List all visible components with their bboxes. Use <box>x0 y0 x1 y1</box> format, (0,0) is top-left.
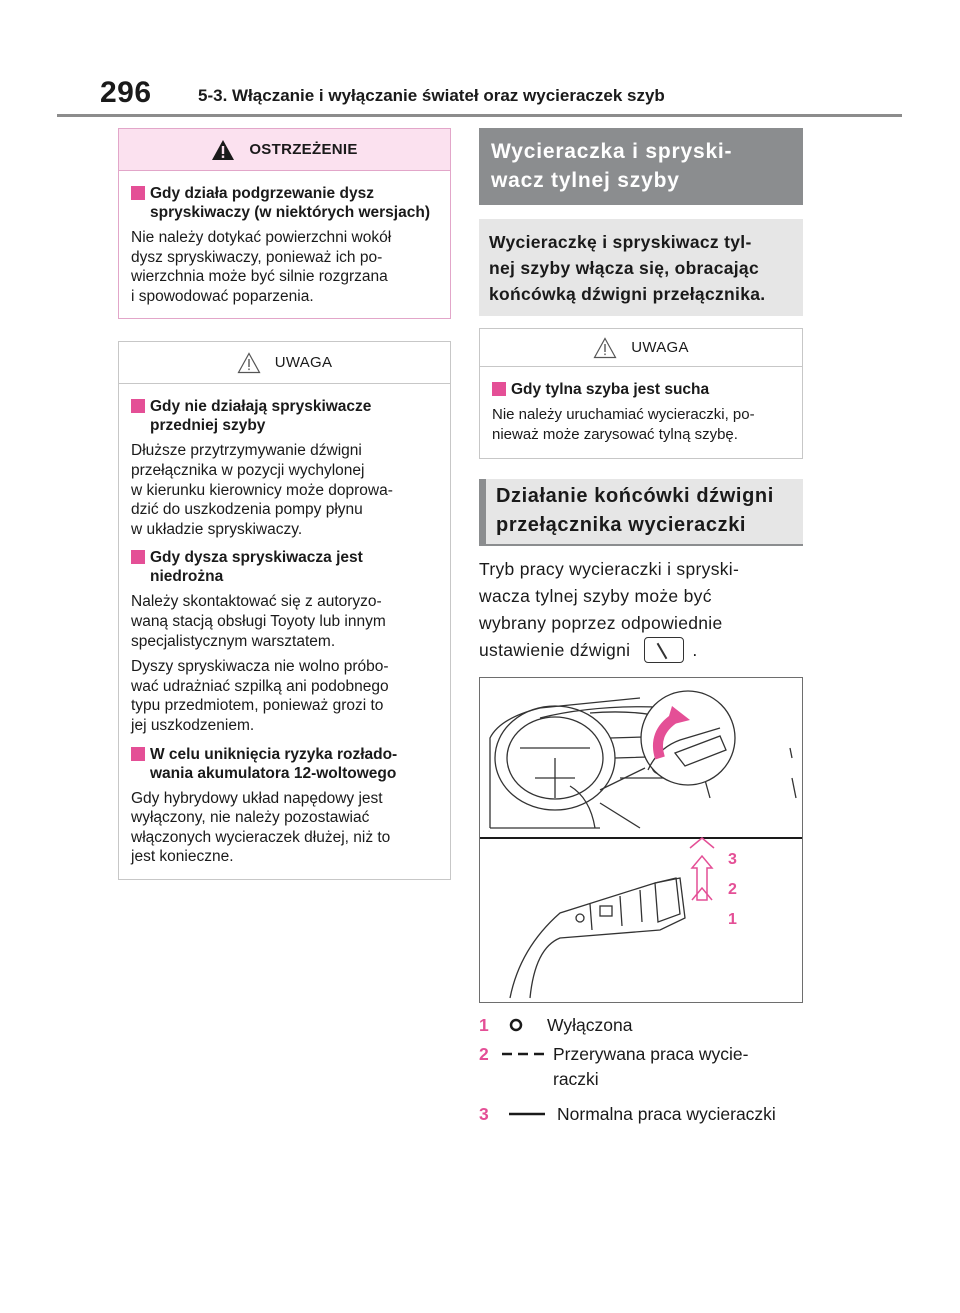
paragraph-line: ustawienie dźwigni <box>479 640 631 661</box>
rear-notice-box-title: UWAGA <box>631 339 689 356</box>
legend-item <box>479 1042 803 1092</box>
body-paragraph <box>479 556 803 664</box>
paragraph-line: wacza tylnej szyby może być <box>479 586 712 607</box>
figure-label-3: 3 <box>728 850 737 868</box>
warning-box-body <box>119 171 450 318</box>
legend-item <box>479 1013 803 1038</box>
paragraph-last-line <box>479 637 803 664</box>
legend-number: 2 <box>479 1043 489 1064</box>
square-bullet-icon <box>492 382 506 396</box>
rear-notice-box-header <box>480 329 802 367</box>
notice-box-header <box>119 342 450 384</box>
legend-number: 3 <box>479 1103 489 1124</box>
notice-item-text: Dyszy spryskiwacza nie wolno próbo- wać udrażniać szpilką ani podobnego typu przedmiotem, ponieważ grozi to jej uszkodzeniem. <box>131 658 389 734</box>
wiper-lever-illustration <box>479 677 803 1003</box>
caution-triangle-icon <box>237 352 261 374</box>
rear-notice-item-text: Nie należy uruchamiać wycieraczki, po- nieważ może zarysować tylną szybę. <box>492 406 755 443</box>
lever-closeup <box>510 878 685 998</box>
rear-notice-box <box>479 328 803 459</box>
warning-item-text: Nie należy dotykać powierzchni wokół dysz spryskiwaczy, ponieważ ich po- wierzchnia może być silnie rozgrzana i spowodować poparzenia. <box>131 229 392 305</box>
notice-box <box>118 341 451 880</box>
solid-line-icon <box>501 1102 551 1127</box>
square-bullet-icon <box>131 747 145 761</box>
legend-item <box>479 1102 803 1127</box>
legend-text: Normalna praca wycieraczki <box>557 1103 776 1124</box>
warning-box-title: OSTRZEŻENIE <box>249 141 358 158</box>
legend-text: Przerywana praca wycie- raczki <box>553 1043 749 1089</box>
notice-item-heading: Gdy nie działają spryskiwacze przedniej szyby <box>131 397 440 435</box>
off-circle-icon <box>501 1013 535 1038</box>
notice-item-text: Dłuższe przytrzymywanie dźwigni przełącznika w pozycji wychylonej w kierunku kierownicy może doprowa- dzić do uszkodzenia pompy płynu w układzie spryskiwaczy. <box>131 442 393 538</box>
illustration-drawing <box>480 678 802 1002</box>
square-bullet-icon <box>131 399 145 413</box>
legend-text: Wyłączona <box>547 1014 633 1035</box>
section-banner: Wycieraczka i spryski- wacz tylnej szyby <box>479 128 803 205</box>
notice-box-body <box>119 384 450 879</box>
square-bullet-icon <box>131 186 145 200</box>
subsection-banner: Działanie końcówki dźwigni przełącznika wycieraczki <box>479 479 803 546</box>
section-intro: Wycieraczkę i spryskiwacz tyl- nej szyby włącza się, obracając końcówką dźwigni przełącznika. <box>479 219 803 316</box>
warning-box <box>118 128 451 319</box>
warning-triangle-icon <box>211 139 235 161</box>
figure-label-1: 1 <box>728 910 737 928</box>
paragraph-line: Tryb pracy wycieraczki i spryski- <box>479 559 740 580</box>
figure-label-2: 2 <box>728 880 737 898</box>
paragraph-line: wybrany poprzez odpowiednie <box>479 613 723 634</box>
page-header <box>0 0 960 118</box>
rear-notice-box-body <box>480 367 802 458</box>
notice-item-text: Gdy hybrydowy układ napędowy jest wyłączony, nie należy pozostawiać włączonych wycieraczek dłużej, niż to jest konieczne. <box>131 789 391 866</box>
zoom-circle <box>600 691 735 790</box>
notice-box-title: UWAGA <box>274 354 333 372</box>
rear-notice-item-heading: Gdy tylna szyba jest sucha <box>492 380 792 399</box>
right-column <box>479 128 803 1127</box>
warning-item-heading: Gdy działa podgrzewanie dysz spryskiwaczy (w niektórych wersjach) <box>131 184 440 222</box>
left-column <box>118 128 451 880</box>
dashboard-scene <box>490 698 796 828</box>
legend-list <box>479 1013 803 1127</box>
header-rule <box>57 114 902 117</box>
notice-item-text: Należy skontaktować się z autoryzo- waną stacją obsługi Toyoty lub innym specjalistycznym warsztatem. <box>131 593 386 650</box>
notice-item-heading: Gdy dysza spryskiwacza jest niedrożna <box>131 548 440 586</box>
page-number: 296 <box>100 76 152 109</box>
paragraph-end: . <box>692 640 698 661</box>
section-title: 5-3. Włączanie i wyłączanie świateł oraz wycieraczek szyb <box>198 86 665 105</box>
notice-item-heading: W celu uniknięcia ryzyka rozłado-wania akumulatora 12-woltowego <box>131 745 440 783</box>
legend-number: 1 <box>479 1014 489 1035</box>
dashed-line-icon <box>501 1042 553 1067</box>
position-arrow-icon <box>690 838 714 900</box>
wiper-lever-icon <box>644 637 684 663</box>
warning-box-header <box>119 129 450 171</box>
caution-triangle-icon <box>593 337 617 359</box>
square-bullet-icon <box>131 550 145 564</box>
